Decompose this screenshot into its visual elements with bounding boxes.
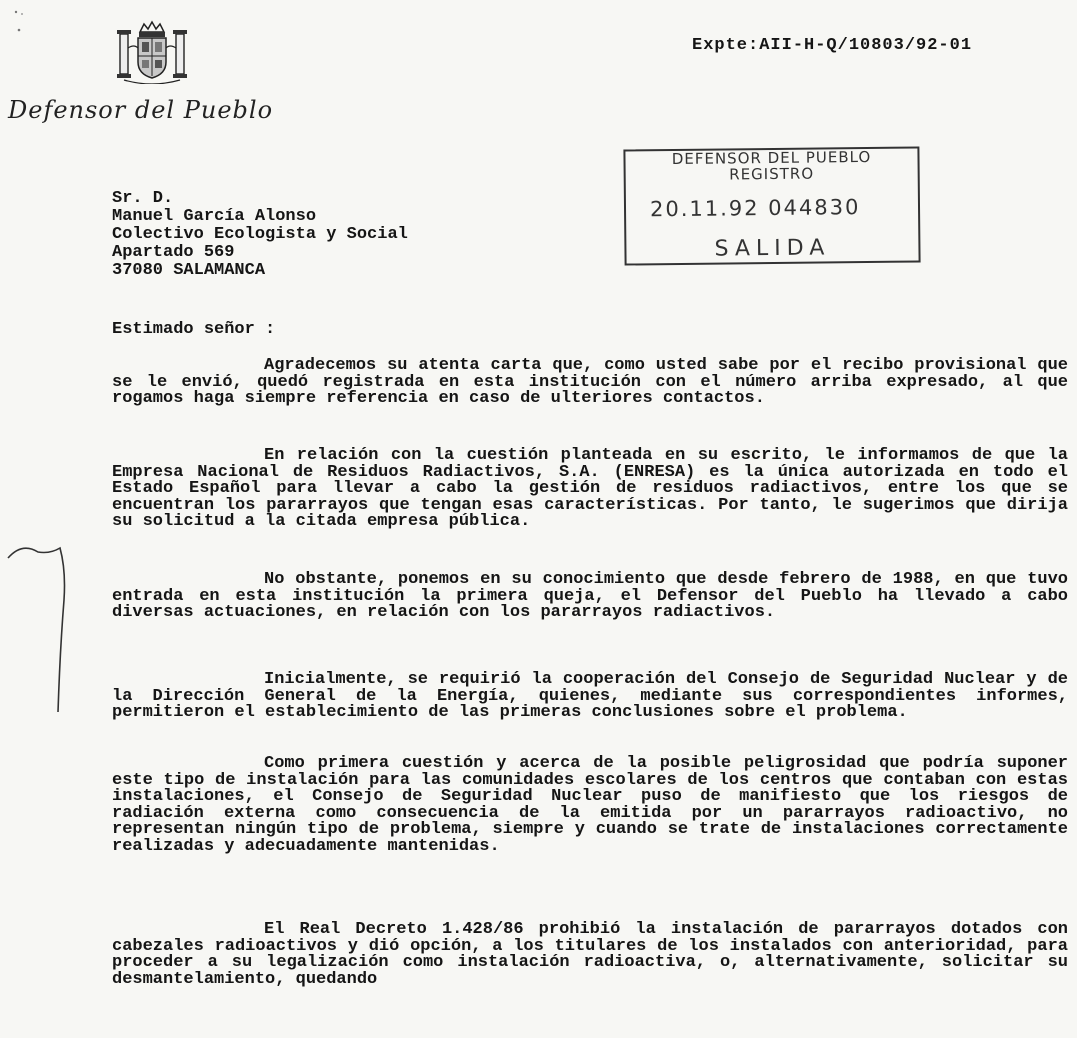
recipient-line: Sr. D. bbox=[112, 189, 174, 208]
paragraph-enresa: En relación con la cuestión planteada en su escrito, le informamos de que la Empresa Nacional de Residuos Radiactivos, S.A. (ENRESA) es la única autorizada en todo el Estado Español para llevar a cabo la gestión de residuos radiactivos, entre los que se encuentran los pararrayos que tengan esas características. Por tanto, le sugerimos que dirija su solicitud a la citada empresa pública. bbox=[112, 446, 1068, 531]
institution-name: Defensor del Pueblo bbox=[8, 96, 274, 124]
stamp-type: SALIDA bbox=[714, 235, 831, 262]
file-reference: Expte:AII-H-Q/10803/92-01 bbox=[692, 36, 973, 55]
recipient-line: Colectivo Ecologista y Social bbox=[112, 225, 408, 244]
registry-stamp bbox=[623, 146, 920, 265]
stamp-date-number: 20.11.92 044830 bbox=[649, 195, 861, 222]
stamp-registry: REGISTRO bbox=[729, 164, 815, 184]
paragraph-acknowledgement: Agradecemos su atenta carta que, como usted sabe por el recibo provisional que se le envió, quedó registrada en esta institución con el número arriba expresado, al que rogamos haga siempre referencia en caso de ulteriores contactos. bbox=[112, 356, 1068, 408]
paragraph-actions: No obstante, ponemos en su conocimiento que desde febrero de 1988, en que tuvo entrada en esta institución la primera queja, el Defensor del Pueblo ha llevado a cabo diversas actuaciones, en relación con los pararrayos radiactivos. bbox=[112, 570, 1068, 622]
recipient-address bbox=[112, 190, 408, 280]
scan-specks bbox=[10, 8, 30, 38]
paragraph-initial: Inicialmente, se requirió la cooperación del Consejo de Seguridad Nuclear y de la Dirección General de la Energía, quienes, mediante sus correspondientes informes, permitieron el establecimiento de las primeras conclusiones sobre el problema. bbox=[112, 670, 1068, 722]
recipient-line: 37080 SALAMANCA bbox=[112, 261, 266, 280]
recipient-line: Manuel García Alonso bbox=[112, 207, 317, 226]
coat-of-arms-icon bbox=[106, 18, 198, 84]
paragraph-real-decreto: El Real Decreto 1.428/86 prohibió la instalación de pararrayos dotados con cabezales radioactivos y dió opción, a los titulares de los instalados con anterioridad, para proceder a su legalización como instalación radioactiva, o, alternativamente, solicitar su desmantelamiento, quedando bbox=[112, 920, 1068, 989]
handwritten-margin-mark bbox=[0, 540, 80, 720]
paragraph-first-question: Como primera cuestión y acerca de la posible peligrosidad que podría suponer este tipo de instalación para las comunidades escolares de los centros que contaban con estas instalaciones, el Consejo de Seguridad Nuclear puso de manifiesto que los riesgos de radiación externa como consecuencia de la emitida por un pararrayos radioactivo, no representan ningún tipo de problema, siempre y cuando se trate de instalaciones correctamente realizadas y adecuadamente mantenidas. bbox=[112, 754, 1068, 856]
recipient-line: Apartado 569 bbox=[112, 243, 235, 262]
salutation: Estimado señor : bbox=[112, 320, 276, 339]
stamp-office: DEFENSOR DEL PUEBLO bbox=[671, 147, 872, 169]
